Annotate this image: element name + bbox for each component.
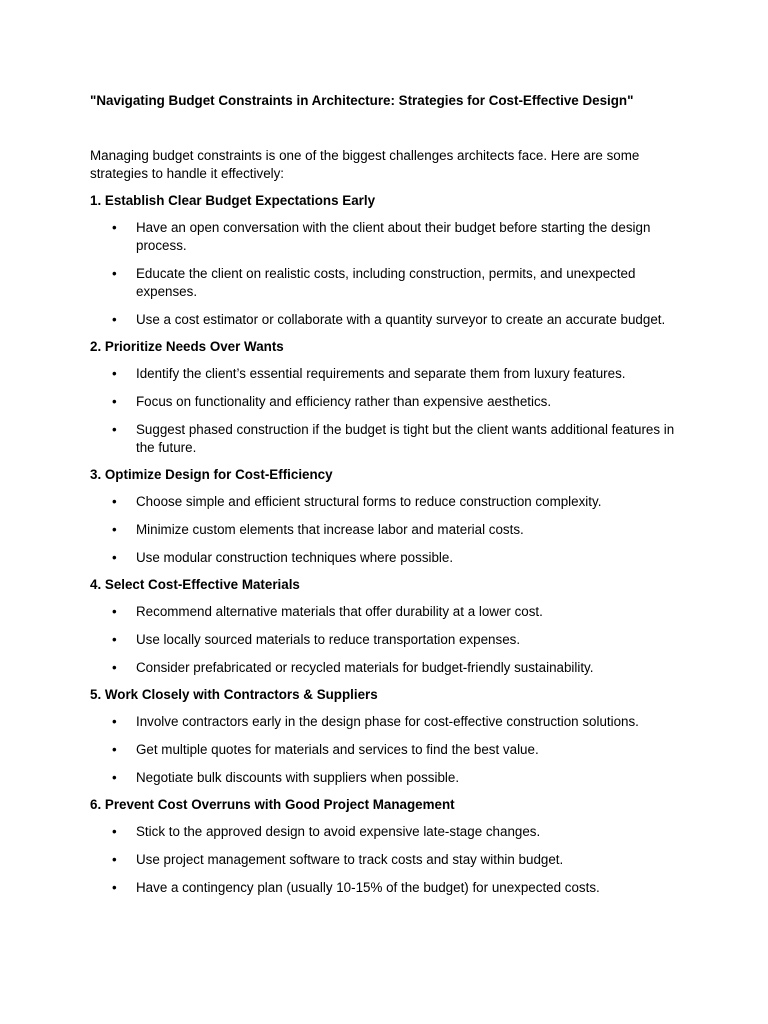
bullet-icon: • [112, 312, 117, 327]
list-item [90, 659, 690, 677]
bullet-icon: • [112, 550, 117, 565]
list-item-text: Have an open conversation with the client about their budget before starting the design process. [136, 220, 651, 253]
intro-paragraph: Managing budget constraints is one of the biggest challenges architects face. Here are some strategies to handle it effectively: [90, 148, 640, 181]
list-item [90, 493, 690, 511]
bullet-icon: • [112, 632, 117, 647]
list-item [90, 713, 690, 731]
list-item-text: Consider prefabricated or recycled materials for budget-friendly sustainability. [136, 660, 594, 675]
section-6 [90, 796, 690, 897]
list-item-text: Use locally sourced materials to reduce transportation expenses. [136, 632, 521, 647]
section-4 [90, 576, 690, 677]
list-item-text: Identify the client’s essential requirements and separate them from luxury features. [136, 366, 626, 381]
list-item [90, 741, 690, 759]
section-heading: 2. Prioritize Needs Over Wants [90, 339, 284, 354]
section-1 [90, 192, 690, 329]
bullet-icon: • [112, 660, 117, 675]
list-item [90, 365, 690, 383]
list-item-text: Use project management software to track costs and stay within budget. [136, 852, 564, 867]
section-heading: 5. Work Closely with Contractors & Suppliers [90, 687, 378, 702]
list-item [90, 631, 690, 649]
list-item [90, 603, 690, 621]
list-item-text: Get multiple quotes for materials and services to find the best value. [136, 742, 539, 757]
list-item [90, 851, 690, 869]
list-item-text: Negotiate bulk discounts with suppliers when possible. [136, 770, 460, 785]
bullet-icon: • [112, 366, 117, 381]
list-item [90, 549, 690, 567]
list-item-text: Have a contingency plan (usually 10-15% of the budget) for unexpected costs. [136, 880, 600, 895]
bullet-icon: • [112, 220, 117, 235]
bullet-icon: • [112, 852, 117, 867]
bullet-icon: • [112, 824, 117, 839]
section-heading: 4. Select Cost-Effective Materials [90, 577, 300, 592]
bullet-list [90, 713, 690, 787]
bullet-icon: • [112, 266, 117, 281]
section-heading: 6. Prevent Cost Overruns with Good Project Management [90, 797, 455, 812]
bullet-list [90, 493, 690, 567]
bullet-icon: • [112, 522, 117, 537]
bullet-icon: • [112, 714, 117, 729]
list-item-text: Recommend alternative materials that offer durability at a lower cost. [136, 604, 543, 619]
section-heading: 1. Establish Clear Budget Expectations Early [90, 193, 376, 208]
list-item [90, 769, 690, 787]
bullet-list [90, 219, 690, 329]
bullet-list [90, 603, 690, 677]
bullet-icon: • [112, 880, 117, 895]
section-5 [90, 686, 690, 787]
list-item [90, 823, 690, 841]
document-page [90, 92, 690, 897]
list-item [90, 521, 690, 539]
document-title: "Navigating Budget Constraints in Architecture: Strategies for Cost-Effective Design" [90, 93, 634, 108]
bullet-icon: • [112, 770, 117, 785]
list-item [90, 421, 690, 457]
list-item-text: Stick to the approved design to avoid expensive late-stage changes. [136, 824, 541, 839]
list-item [90, 879, 690, 897]
bullet-icon: • [112, 742, 117, 757]
bullet-icon: • [112, 394, 117, 409]
bullet-list [90, 365, 690, 457]
list-item [90, 311, 690, 329]
list-item [90, 393, 690, 411]
list-item-text: Minimize custom elements that increase labor and material costs. [136, 522, 524, 537]
list-item-text: Educate the client on realistic costs, including construction, permits, and unexpected expenses. [136, 266, 636, 299]
list-item-text: Involve contractors early in the design phase for cost-effective construction solutions. [136, 714, 639, 729]
list-item-text: Use a cost estimator or collaborate with a quantity surveyor to create an accurate budget. [136, 312, 666, 327]
section-3 [90, 466, 690, 567]
list-item-text: Choose simple and efficient structural forms to reduce construction complexity. [136, 494, 602, 509]
bullet-icon: • [112, 422, 117, 437]
section-2 [90, 338, 690, 457]
list-item-text: Use modular construction techniques where possible. [136, 550, 454, 565]
list-item-text: Focus on functionality and efficiency rather than expensive aesthetics. [136, 394, 552, 409]
bullet-icon: • [112, 604, 117, 619]
bullet-list [90, 823, 690, 897]
bullet-icon: • [112, 494, 117, 509]
list-item [90, 219, 690, 255]
list-item-text: Suggest phased construction if the budget is tight but the client wants additional features in the future. [136, 422, 675, 455]
section-heading: 3. Optimize Design for Cost-Efficiency [90, 467, 333, 482]
list-item [90, 265, 690, 301]
